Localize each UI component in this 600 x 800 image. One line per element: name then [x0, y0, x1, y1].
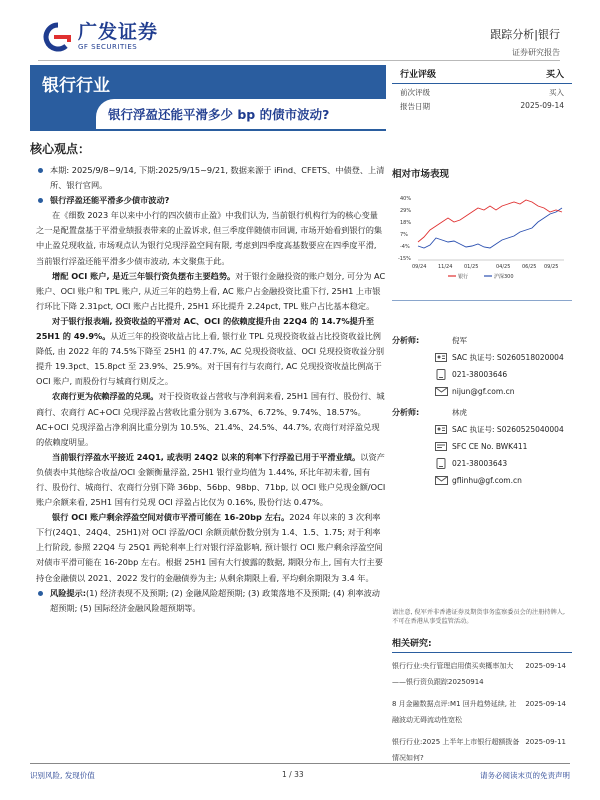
phone-icon	[430, 457, 452, 471]
related-title: 相关研究:	[392, 636, 572, 653]
y-tick-label: 29%	[400, 208, 412, 214]
logo-cn-text: 广发证券	[78, 21, 159, 43]
y-tick-label: 18%	[400, 220, 412, 226]
id-card-icon	[430, 423, 452, 437]
footer-divider	[30, 763, 570, 764]
x-tick-label: 09/24	[412, 264, 427, 270]
paragraph: 对于银行报表端, 投资收益的平滑对 AC、OCI 的依赖度提升由 22Q4 的 14.7%提升至 25H1 的 49.9%。从近三年的投资收益占比上看, 银行业 TPL 兑现投资收益占比投资收益比例降低, 由 2022 年的 74.5%下降至 25H1 的 47.7%, AC 兑现投资收益、OCI 兑现投资收益分别提升 19.3pct、15.8pct 至 23.9%、25.9%。对于国有行与农商行, AC 兑现投资收益比例高于 OCI 账户, 而股份行与城商行则反之。	[36, 315, 385, 387]
analyst-email-row	[392, 383, 572, 400]
report-date-value: 2025-09-14	[520, 101, 564, 110]
prev-rating-label: 前次评级	[400, 88, 430, 97]
related-item-text[interactable]: 银行行业:2025 上半年上市银行超额拨备情况如何?	[392, 737, 520, 763]
report-type: 跟踪分析|银行	[490, 28, 560, 41]
analyst-sac: SAC 执证号: S0260518020004	[452, 353, 564, 362]
analyst-email[interactable]: gflinhu@gf.com.cn	[452, 476, 522, 485]
analyst-cert: SFC CE No. BWK411	[452, 442, 528, 451]
y-tick-label: 40%	[400, 196, 412, 202]
paragraph: 当前银行浮盈水平接近 24Q1, 或表明 24Q2 以来的利率下行浮盈已用于平滑业绩。以资产负债表中其他综合收益/OCI 金额衡量浮盈, 25H1 银行业均值为 1.44%, 环比年初未着, 国有行、股份行、城商行、农商行分别下降 36bp、56bp、98bp、71bp, 以 OCI 账户兑现金额/OCI 账户余额来看, 25H1 国有行兑现 OCI 浮盈占比仅为 0.16%, 股份行达 0.47%。	[36, 451, 386, 508]
footer-slogan: 识别风险, 发现价值	[30, 771, 95, 780]
paragraph: 农商行更为依赖浮盈的兑现。对于投资收益占营收与净利润来看, 25H1 国有行、股份行、城商行、农商行 AC+OCI 兑现浮盈占营收比重分别为 3.67%、6.72%、9.74%、18.57%。AC+OCI 兑现浮盈占净利润比重分别为 10.5%、21.4%、24.5%、44.7%, 农商行对浮盈兑现的依赖度明显。	[36, 391, 385, 447]
x-tick-label: 06/25	[522, 264, 537, 270]
rating-header-row	[392, 65, 572, 84]
gf-logo	[38, 22, 158, 52]
paragraph: 银行浮盈还能平滑多少债市波动?	[36, 193, 386, 208]
rating-box	[392, 65, 572, 112]
paragraph: 银行 OCI 账户剩余浮盈空间对债市平滑可能在 16-20bp 左右。2024 年以来的 3 次利率下行(24Q1、24Q4、25H1)对 OCI 浮盈/OCI 余额贡献份数分别为 1.4、1.5、1.75; 对于利率上行阶段, 参照 22Q4 与 25Q1 两轮利率上行对银行浮盈影响, 预计银行 OCI 账户剩余浮盈空间对债市平滑可能在 16-20bp 左右。根据 25H1 国有大行披露的数据, 期限分布上, 国有大行主要持仓金融债以 2021、2022 发行的金融债券为主; 从剩余期限上看, 平均剩余期限为 3.4 年。	[36, 512, 383, 583]
y-tick-label: -4%	[400, 244, 410, 250]
analyst-name-row	[392, 404, 572, 421]
industry-banner	[30, 65, 386, 131]
related-item-date: 2025-09-11	[525, 737, 566, 746]
x-tick-label: 11/24	[438, 264, 453, 270]
page-number: 1 / 33	[282, 770, 304, 779]
mail-icon	[430, 474, 452, 488]
industry-title: 银行行业	[42, 76, 110, 96]
gf-logo-icon	[38, 22, 74, 52]
analyst-cert-row	[392, 438, 572, 455]
id-card-icon	[430, 351, 452, 365]
logo-en-text: GF SECURITIES	[78, 43, 138, 51]
analyst-phone-row	[392, 366, 572, 383]
analyst-label: 分析师:	[392, 336, 420, 345]
report-type-block	[490, 26, 560, 58]
analyst-sac-row	[392, 349, 572, 366]
phone-icon	[430, 368, 452, 382]
report-date-label: 报告日期	[400, 102, 430, 111]
footer-disclaimer-note: 请务必阅读末页的免责声明	[480, 771, 570, 780]
related-item[interactable]	[392, 696, 572, 729]
related-item[interactable]	[392, 658, 572, 691]
paragraph: 本期: 2025/9/8~9/14, 下期:2025/9/15~9/21, 数据来源于 iFind、CFETS、中债登、上清所、银行官网。	[36, 163, 386, 193]
prev-rating-row	[392, 84, 572, 98]
analyst-label: 分析师:	[392, 408, 420, 417]
header-divider	[38, 60, 560, 61]
x-tick-label: 01/25	[464, 264, 479, 270]
series-line-bank	[418, 200, 562, 242]
analyst-phone-row	[392, 455, 572, 472]
core-views-title: 核心观点：	[30, 142, 91, 156]
related-item-text[interactable]: 银行行业:央行管理启用债买卖概率加大——银行资负跟踪20250914	[392, 662, 514, 687]
analyst-phone: 021-38003643	[452, 459, 508, 468]
analyst-sac-row	[392, 421, 572, 438]
x-tick-label: 04/25	[496, 264, 511, 270]
mail-icon	[430, 385, 452, 399]
y-tick-label: -15%	[398, 256, 411, 262]
market-performance-chart	[398, 192, 574, 284]
analyst-sac: SAC 执证号: S0260525040004	[452, 425, 564, 434]
rating-heading: 行业评级	[400, 70, 437, 80]
analyst-email-row	[392, 472, 572, 489]
analyst-disclaimer: 请注意, 倪军并非香港证券及期货事务监察委员会的注册持牌人, 不可在香港从事受监管活动。	[392, 609, 565, 625]
report-label: 证券研究报告	[512, 48, 560, 57]
analyst-name: 林虎	[452, 408, 467, 417]
analyst-email[interactable]: nijun@gf.com.cn	[452, 387, 515, 396]
series-line-index	[418, 208, 562, 248]
analyst-card	[392, 404, 572, 489]
paragraph: 增配 OCI 账户, 是近三年银行资负摆布主要趋势。对于银行金融投资的账户划分, 可分为 AC 账户、OCI 账户和 TPL 账户, 从近三年的趋势上看, AC 账户占金融投资比重下行, 25H1 上市银行环比下降 2.31pct, OCI 账户占比提升, 25H1 环比提升 2.24pct, TPL 账户占比基本稳定。	[36, 270, 386, 311]
prev-rating-value: 买入	[549, 88, 564, 97]
main-body	[36, 163, 386, 616]
related-item-text[interactable]: 8 月金融数据点评:M1 回升趋势延续, 社融波动无碍流动性宽松	[392, 699, 517, 725]
analyst-phone: 021-38003646	[452, 370, 508, 379]
legend-index: 沪深300	[494, 274, 514, 280]
y-tick-label: 7%	[400, 232, 408, 238]
analyst-name-row	[392, 332, 572, 349]
paragraph: 在《细数 2023 年以来中小行的四次债市止盈》中我们认为, 当前银行机构行为的核心变量之一是配置盘基于平滑业绩报表带来的止盈诉求, 但三季度伴随债市回调, 市场开始看到银行的集中止盈兑现收益, 市场观点认为银行兑现浮盈空间有限, 考虑到四季度高基数要应在四季度平滑, 当前银行浮盈还能平滑多少债市波动, 本文聚焦于此。	[36, 210, 383, 266]
report-date-row	[392, 98, 572, 112]
analyst-card	[392, 332, 572, 400]
x-tick-label: 09/25	[544, 264, 559, 270]
side-divider	[392, 300, 572, 301]
analyst-name: 倪军	[452, 336, 467, 345]
market-chart-title: 相对市场表现	[392, 169, 450, 180]
legend-bank: 银行	[458, 274, 469, 280]
report-title: 银行浮盈还能平滑多少 bp 的债市波动?	[108, 107, 330, 122]
related-research	[392, 636, 572, 766]
related-item[interactable]	[392, 734, 572, 767]
related-item-date: 2025-09-14	[525, 662, 566, 670]
rating-value: 买入	[545, 70, 564, 80]
cert-icon	[430, 440, 452, 454]
paragraph: 风险提示:(1) 经济表现不及预期; (2) 金融风险超预期; (3) 政策落地不及预期; (4) 利率波动超预期; (5) 国际经济金融风险超预期等。	[36, 586, 386, 616]
report-title-tab	[96, 99, 386, 129]
related-item-date: 2025-09-14	[525, 699, 566, 708]
